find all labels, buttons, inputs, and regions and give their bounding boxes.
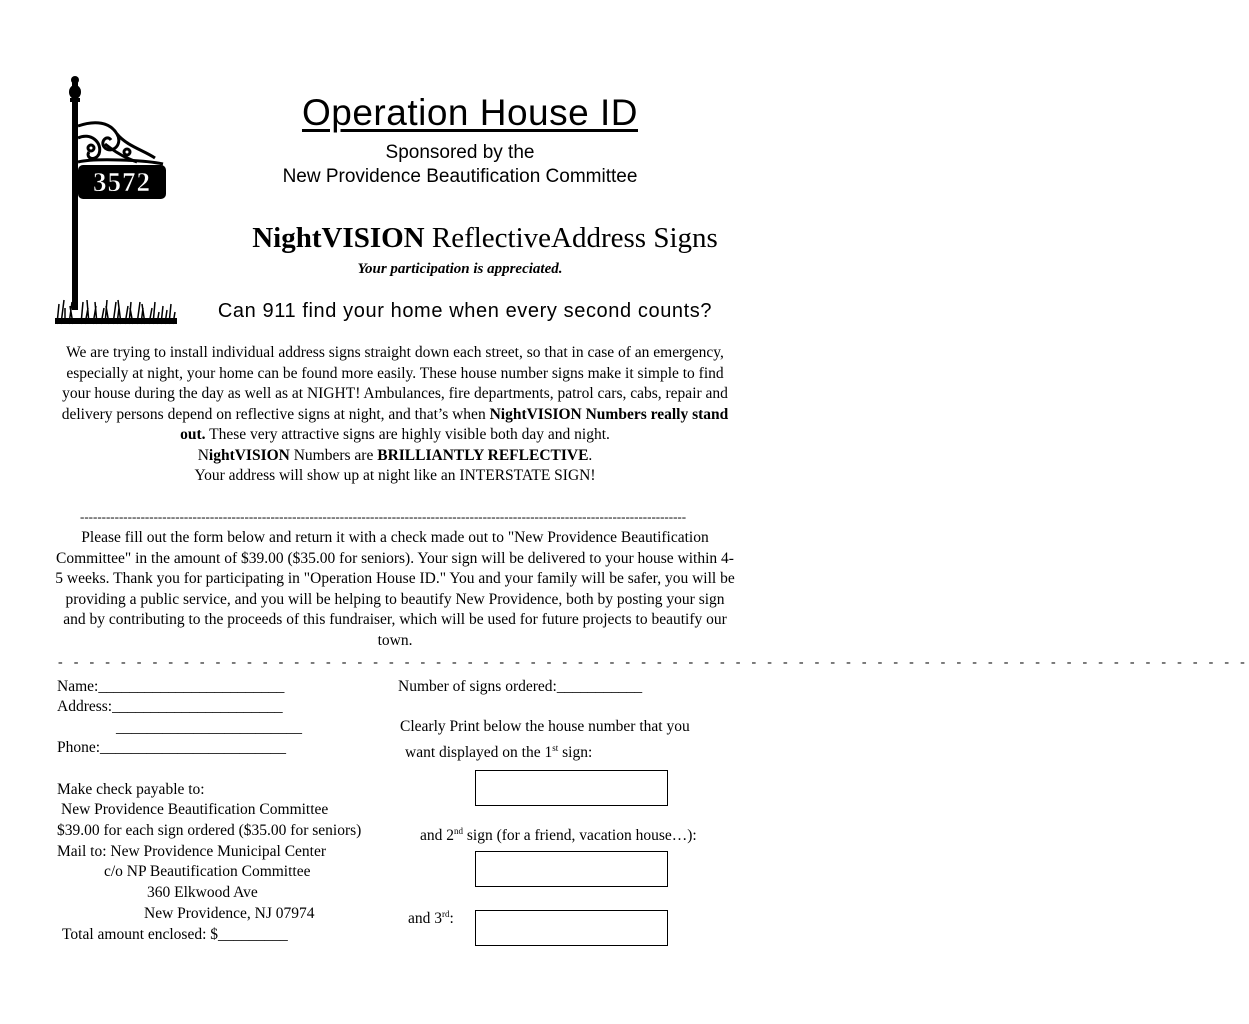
address-field[interactable]: Address:______________________ xyxy=(57,698,283,715)
question-heading: Can 911 find your home when every second counts? xyxy=(217,300,713,322)
third-sign-a: and 3 xyxy=(408,910,443,928)
divider-2: - - - - - - - - - - - - - - - - - - - - - - - - - - - - - - - - - - - - - - - - - - - - - - - - - - - - - - - - - - - - - - - - - - - - - - - - - - - - xyxy=(58,655,1249,670)
reflective-end: . xyxy=(588,446,593,464)
name-field[interactable]: Name:________________________ xyxy=(57,678,285,695)
print-line-2-a: want displayed on the 1 xyxy=(405,744,553,762)
payee-line: New Providence Beautification Committee xyxy=(61,801,329,818)
subhead: Your participation is appreciated. xyxy=(357,261,563,277)
print-line-2-sup: st xyxy=(552,743,559,753)
care-of-line: c/o NP Beautification Committee xyxy=(104,863,311,880)
print-instruction-line-1: Clearly Print below the house number that you xyxy=(400,718,690,735)
intro-text-bold: NightVISION Numbers really stand out. xyxy=(180,405,729,443)
city-line: New Providence, NJ 07974 xyxy=(144,905,315,922)
intro-paragraph xyxy=(55,343,735,487)
sign-number: 3572 xyxy=(93,167,151,197)
intro-text xyxy=(55,343,735,446)
third-sign-b: : xyxy=(449,910,454,928)
reflective-line xyxy=(55,446,735,467)
headline xyxy=(225,222,745,255)
second-sign-b: sign (for a friend, vacation house…): xyxy=(463,827,697,845)
interstate-line: Your address will show up at night like an INTERSTATE SIGN! xyxy=(194,467,596,484)
third-sign-sup: rd xyxy=(442,909,450,919)
sponsor-line-1: Sponsored by the xyxy=(385,142,535,163)
street-line: 360 Elkwood Ave xyxy=(147,884,258,901)
instructions-paragraph: Please fill out the form below and return it with a check made out to "New Providence Beautification Committee" in the amount of $39.00 ($35.00 for seniors). Your sign will be delivered to your house within 4-5 weeks. Thank you for participating in "Operation House ID." You and your family will be safer, you will be providing a public service, and you will be helping to beautify New Providence, both by posting your sign and by contributing to the proceeds of this fundraiser, which will be used for future projects to beautify our town. xyxy=(55,529,735,649)
intro-text-a: We are trying to install individual address signs straight down each street, so that in case of an emergency, especially at night, your home can be found more easily. These house number signs make it simple to find your house during the day as well as at NIGHT! Ambulances, fire departments, patrol cars, cabs, repair and delivery persons depend on reflective signs at night, and that’s when xyxy=(61,344,728,423)
second-sign-number-box[interactable] xyxy=(475,851,668,887)
divider-1: -------------------------------------------------------------------------------------------------------------------------------------------- xyxy=(80,509,687,524)
reflective-n: N xyxy=(197,446,209,464)
reflective-brand: ightVISION xyxy=(208,446,290,464)
reflective-mid: Numbers are xyxy=(289,446,378,464)
phone-field[interactable]: Phone:________________________ xyxy=(57,739,287,756)
sponsor-line-2: New Providence Beautification Committee xyxy=(282,166,638,187)
sponsor-block xyxy=(230,141,690,189)
post-finial xyxy=(69,76,81,102)
mail-to-line: Mail to: New Providence Municipal Center xyxy=(57,843,327,860)
address-field-line-2[interactable]: ________________________ xyxy=(116,719,302,736)
intro-text-c: These very attractive signs are highly visible both day and night. xyxy=(205,426,610,443)
payable-label: Make check payable to: xyxy=(57,781,205,798)
headline-rest: ReflectiveAddress Signs xyxy=(424,222,718,254)
scroll-bracket xyxy=(78,123,163,164)
print-line-2-b: sign: xyxy=(558,744,593,762)
sign-post xyxy=(72,100,78,310)
print-instruction-line-2 xyxy=(405,738,592,764)
second-sign-a: and 2 xyxy=(420,827,455,845)
third-sign-label xyxy=(408,904,454,930)
third-sign-number-box[interactable] xyxy=(475,910,668,946)
address-sign-illustration xyxy=(55,72,185,327)
second-sign-sup: nd xyxy=(454,826,464,836)
total-enclosed-field[interactable]: Total amount enclosed: $_________ xyxy=(62,926,288,943)
price-line: $39.00 for each sign ordered ($35.00 for seniors) xyxy=(57,822,362,839)
page-title: Operation House ID xyxy=(301,92,638,133)
headline-brand: NightVISION xyxy=(252,222,425,254)
signs-ordered-field[interactable]: Number of signs ordered:___________ xyxy=(398,678,643,695)
second-sign-label xyxy=(420,821,697,847)
first-sign-number-box[interactable] xyxy=(475,770,668,806)
reflective-bold: BRILLIANTLY REFLECTIVE xyxy=(377,446,589,464)
